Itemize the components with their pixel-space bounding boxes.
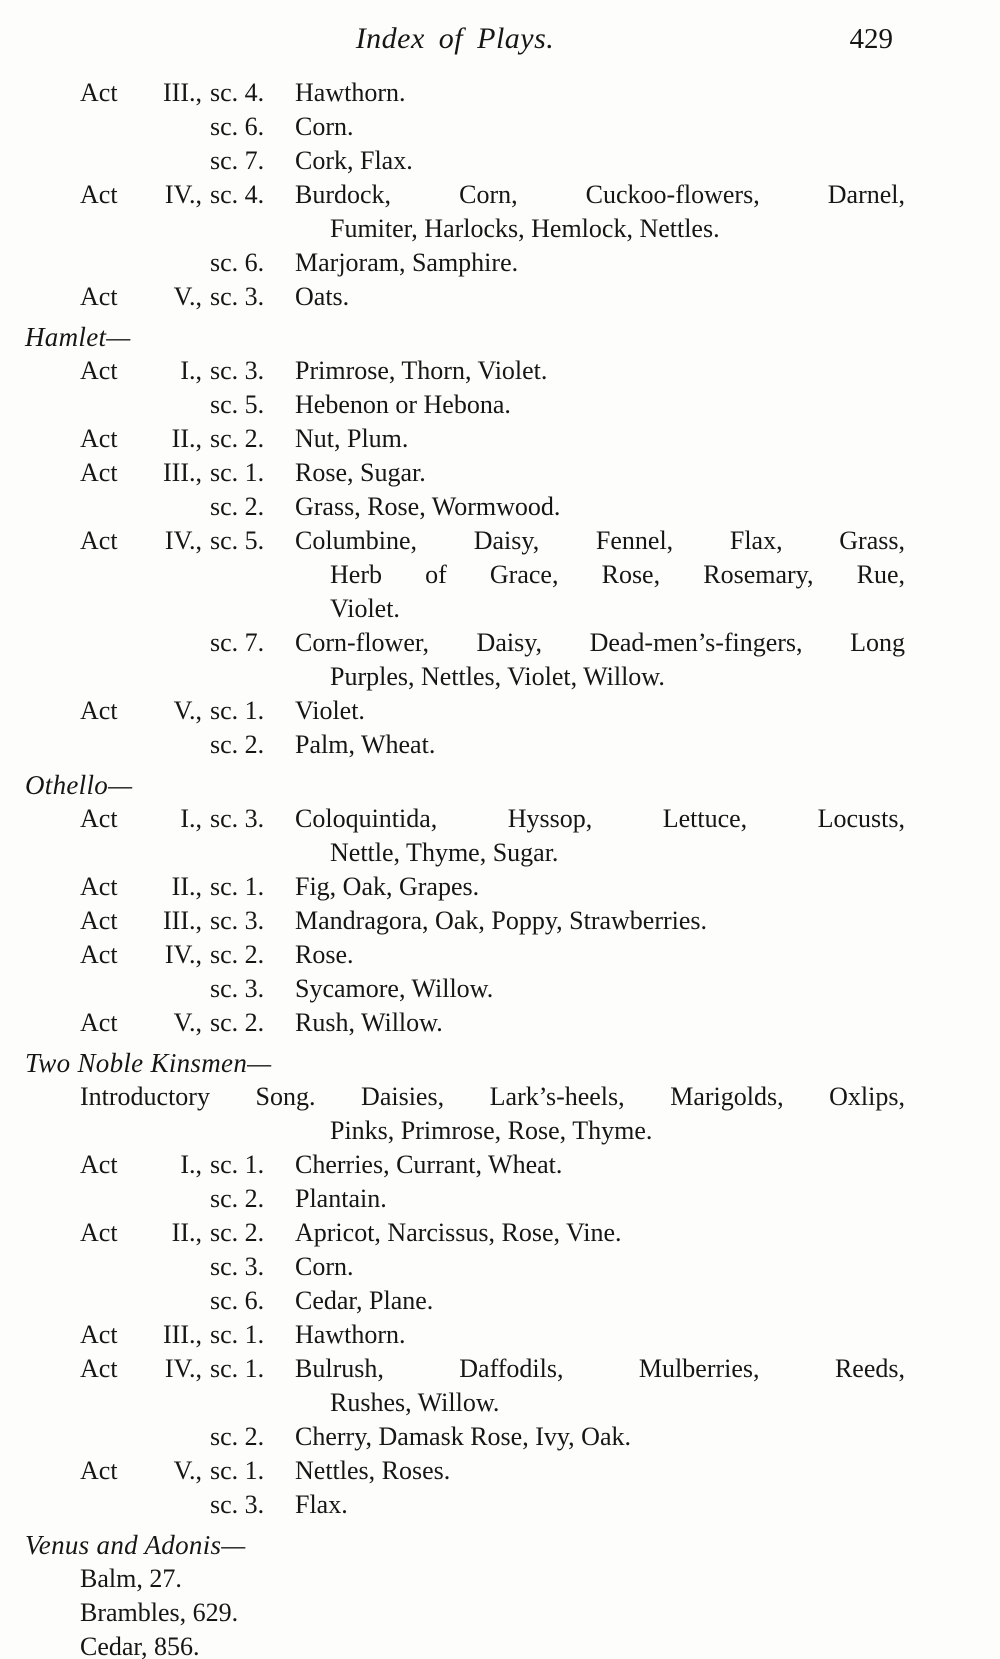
act-word: Act	[80, 804, 118, 833]
entry-line: Fig, Oak, Grapes.	[295, 872, 480, 901]
entry-plants	[295, 490, 905, 524]
index-entry	[25, 76, 1000, 110]
scene-label: sc. 2.	[210, 1218, 265, 1247]
entry-plants	[295, 1284, 905, 1318]
scene-label: sc. 6.	[210, 112, 265, 141]
scene-label: sc. 3.	[210, 1252, 265, 1281]
index-entry	[25, 1488, 1000, 1522]
act-numeral: III.,	[163, 906, 202, 935]
index-entry	[25, 904, 1000, 938]
index-entry	[25, 388, 1000, 422]
scene-label: sc. 4.	[210, 180, 265, 209]
act-numeral: IV.,	[164, 526, 202, 555]
act-cell	[80, 904, 202, 938]
act-numeral: III.,	[163, 458, 202, 487]
scene-label: sc. 1.	[210, 458, 265, 487]
entry-line: Rose, Sugar.	[295, 458, 426, 487]
scene-label: sc. 4.	[210, 78, 265, 107]
entry-line: Cherry, Damask Rose, Ivy, Oak.	[295, 1422, 631, 1451]
entry-line: Marjoram, Samphire.	[295, 248, 519, 277]
entry-line: Corn.	[295, 112, 354, 141]
act-word: Act	[80, 526, 118, 555]
act-cell	[80, 524, 202, 558]
entry-plants	[295, 626, 905, 694]
act-word: Act	[80, 1456, 118, 1485]
index-entry	[25, 524, 1000, 626]
act-cell	[80, 178, 202, 212]
entry-plants	[295, 1420, 905, 1454]
entry-line: Nut, Plum.	[295, 424, 409, 453]
act-word: Act	[80, 1218, 118, 1247]
entry-line: Violet.	[295, 696, 365, 725]
scene-label: sc. 2.	[210, 1184, 265, 1213]
scene-label: sc. 1.	[210, 1354, 265, 1383]
index-plain-entry: Brambles, 629.	[80, 1598, 239, 1627]
entry-plants	[295, 904, 905, 938]
act-cell	[80, 938, 202, 972]
act-cell	[80, 1454, 202, 1488]
entry-plants	[295, 972, 905, 1006]
act-word: Act	[80, 1320, 118, 1349]
entry-line: Oats.	[295, 282, 350, 311]
index-entry	[25, 1454, 1000, 1488]
entry-plants	[295, 422, 905, 456]
entry-plants	[295, 1488, 905, 1522]
act-cell	[80, 280, 202, 314]
act-word: Act	[80, 356, 118, 385]
index-entry	[25, 938, 1000, 972]
entry-line: Flax.	[295, 1490, 348, 1519]
entry-line: Rush, Willow.	[295, 1008, 443, 1037]
entry-plants	[295, 1250, 905, 1284]
index-entry	[25, 1006, 1000, 1040]
scene-label: sc. 2.	[210, 492, 265, 521]
index-entry	[25, 110, 1000, 144]
play-title: Venus and Adonis—	[25, 1530, 246, 1560]
entry-line: Primrose, Thorn, Violet.	[295, 356, 548, 385]
scene-label: sc. 1.	[210, 1150, 265, 1179]
entry-line: Columbine, Daisy, Fennel, Flax, Grass,	[295, 526, 905, 555]
index-entry	[25, 1420, 1000, 1454]
scene-label: sc. 1.	[210, 1456, 265, 1485]
entry-line: Rose.	[295, 940, 354, 969]
index-plain-entry: Cedar, 856.	[80, 1632, 200, 1659]
entry-plants	[295, 246, 905, 280]
entry-line: Burdock, Corn, Cuckoo-flowers, Darnel,	[295, 180, 905, 209]
entry-line: Rushes, Willow.	[330, 1388, 500, 1417]
act-numeral: III.,	[163, 1320, 202, 1349]
act-cell	[80, 456, 202, 490]
entry-line: Corn-flower, Daisy, Dead-men’s-fingers, Long	[295, 628, 905, 657]
entry-plants	[295, 110, 905, 144]
act-cell	[80, 1148, 202, 1182]
act-cell	[80, 1216, 202, 1250]
act-word: Act	[80, 940, 118, 969]
entry-line: Nettle, Thyme, Sugar.	[330, 838, 559, 867]
scene-label: sc. 3.	[210, 906, 265, 935]
entry-plants	[295, 802, 905, 870]
act-numeral: IV.,	[164, 180, 202, 209]
index-entry	[25, 626, 1000, 694]
entry-line: Purples, Nettles, Violet, Willow.	[330, 662, 665, 691]
act-numeral: II.,	[171, 424, 202, 453]
scene-label: sc. 2.	[210, 424, 265, 453]
scene-label: sc. 3.	[210, 282, 265, 311]
entry-line: Cherries, Currant, Wheat.	[295, 1150, 563, 1179]
entry-plants	[295, 1148, 905, 1182]
entry-line: Herb of Grace, Rose, Rosemary, Rue,	[330, 560, 905, 589]
act-word: Act	[80, 906, 118, 935]
act-cell	[80, 1352, 202, 1386]
entry-plants	[295, 1006, 905, 1040]
act-word: Act	[80, 458, 118, 487]
entry-line: Introductory Song. Daisies, Lark’s-heels, Marigolds, Oxlips,	[80, 1082, 905, 1111]
act-numeral: V.,	[173, 282, 202, 311]
act-numeral: I.,	[180, 1150, 202, 1179]
index-entry	[25, 694, 1000, 728]
scene-label: sc. 5.	[210, 526, 265, 555]
act-word: Act	[80, 696, 118, 725]
scene-label: sc. 1.	[210, 872, 265, 901]
act-word: Act	[80, 180, 118, 209]
act-word: Act	[80, 424, 118, 453]
scene-label: sc. 6.	[210, 248, 265, 277]
index-entry	[25, 1284, 1000, 1318]
act-numeral: V.,	[173, 696, 202, 725]
scene-label: sc. 7.	[210, 628, 265, 657]
entry-line: Cedar, Plane.	[295, 1286, 434, 1315]
scene-label: sc. 3.	[210, 804, 265, 833]
scene-label: sc. 3.	[210, 356, 265, 385]
index-plain-entry: Balm, 27.	[80, 1564, 182, 1593]
entry-line: Nettles, Roses.	[295, 1456, 451, 1485]
act-cell	[80, 1006, 202, 1040]
entry-line: Apricot, Narcissus, Rose, Vine.	[295, 1218, 622, 1247]
entry-line: Fumiter, Harlocks, Hemlock, Nettles.	[330, 214, 720, 243]
scene-label: sc. 2.	[210, 940, 265, 969]
act-word: Act	[80, 78, 118, 107]
entry-plants	[295, 456, 905, 490]
entry-plants	[295, 1318, 905, 1352]
entry-plants	[295, 178, 905, 246]
index-entry	[25, 870, 1000, 904]
entry-line: Hawthorn.	[295, 78, 406, 107]
entry-line: Violet.	[330, 594, 400, 623]
index-entry	[25, 280, 1000, 314]
index-entry	[25, 1250, 1000, 1284]
entry-plants	[295, 870, 905, 904]
entry-line: Sycamore, Willow.	[295, 974, 494, 1003]
scene-label: sc. 7.	[210, 146, 265, 175]
entry-plants	[295, 524, 905, 626]
index-entry	[25, 422, 1000, 456]
act-numeral: IV.,	[164, 1354, 202, 1383]
index-entry	[25, 972, 1000, 1006]
act-numeral: I.,	[180, 804, 202, 833]
act-numeral: III.,	[163, 78, 202, 107]
act-cell	[80, 422, 202, 456]
entry-line: Palm, Wheat.	[295, 730, 436, 759]
entry-line: Coloquintida, Hyssop, Lettuce, Locusts,	[295, 804, 905, 833]
index-entry	[25, 354, 1000, 388]
act-numeral: II.,	[171, 1218, 202, 1247]
scene-label: sc. 5.	[210, 390, 265, 419]
entry-plants	[295, 388, 905, 422]
act-cell	[80, 870, 202, 904]
entry-line: Grass, Rose, Wormwood.	[295, 492, 561, 521]
introductory-song-entry	[80, 1080, 905, 1148]
page-number: 429	[849, 23, 893, 55]
index-entry	[25, 490, 1000, 524]
entry-plants	[295, 76, 905, 110]
entry-plants	[295, 694, 905, 728]
scene-label: sc. 6.	[210, 1286, 265, 1315]
act-numeral: IV.,	[164, 940, 202, 969]
entry-line: Corn.	[295, 1252, 354, 1281]
entry-line: Hebenon or Hebona.	[295, 390, 511, 419]
entry-plants	[295, 144, 905, 178]
entry-plants	[295, 280, 905, 314]
scene-label: sc. 2.	[210, 730, 265, 759]
index-entry	[25, 246, 1000, 280]
play-title: Two Noble Kinsmen—	[25, 1048, 272, 1078]
entry-plants	[295, 728, 905, 762]
index-entry	[25, 1352, 1000, 1420]
play-title: Othello—	[25, 770, 133, 800]
index-entry	[25, 1318, 1000, 1352]
entry-line: Hawthorn.	[295, 1320, 406, 1349]
act-numeral: V.,	[173, 1456, 202, 1485]
act-word: Act	[80, 1354, 118, 1383]
index-entry	[25, 456, 1000, 490]
entry-line: Cork, Flax.	[295, 146, 413, 175]
index-entry	[25, 1148, 1000, 1182]
act-cell	[80, 802, 202, 836]
act-cell	[80, 694, 202, 728]
scene-label: sc. 1.	[210, 1320, 265, 1349]
entry-line: Plantain.	[295, 1184, 387, 1213]
index-entry	[25, 802, 1000, 870]
act-numeral: I.,	[180, 356, 202, 385]
scene-label: sc. 3.	[210, 974, 265, 1003]
index-entry	[25, 178, 1000, 246]
entry-plants	[295, 1352, 905, 1420]
act-cell	[80, 1318, 202, 1352]
scene-label: sc. 1.	[210, 696, 265, 725]
entry-line: Mandragora, Oak, Poppy, Strawberries.	[295, 906, 708, 935]
index-entry	[25, 1182, 1000, 1216]
act-numeral: V.,	[173, 1008, 202, 1037]
act-word: Act	[80, 282, 118, 311]
index-list	[0, 76, 1000, 1659]
index-entry	[25, 144, 1000, 178]
entry-plants	[295, 1454, 905, 1488]
scene-label: sc. 3.	[210, 1490, 265, 1519]
act-word: Act	[80, 1150, 118, 1179]
page-title: Index of Plays.	[355, 22, 555, 55]
scene-label: sc. 2.	[210, 1008, 265, 1037]
entry-line: Pinks, Primrose, Rose, Thyme.	[330, 1116, 653, 1145]
index-entry	[25, 728, 1000, 762]
entry-line: Bulrush, Daffodils, Mulberries, Reeds,	[295, 1354, 905, 1383]
act-word: Act	[80, 1008, 118, 1037]
scene-label: sc. 2.	[210, 1422, 265, 1451]
act-cell	[80, 76, 202, 110]
page-header	[0, 0, 1000, 62]
act-cell	[80, 354, 202, 388]
entry-plants	[295, 354, 905, 388]
index-entry	[25, 1216, 1000, 1250]
entry-plants	[295, 1216, 905, 1250]
play-title: Hamlet—	[25, 322, 131, 352]
entry-plants	[295, 1182, 905, 1216]
act-word: Act	[80, 872, 118, 901]
entry-plants	[295, 938, 905, 972]
act-numeral: II.,	[171, 872, 202, 901]
